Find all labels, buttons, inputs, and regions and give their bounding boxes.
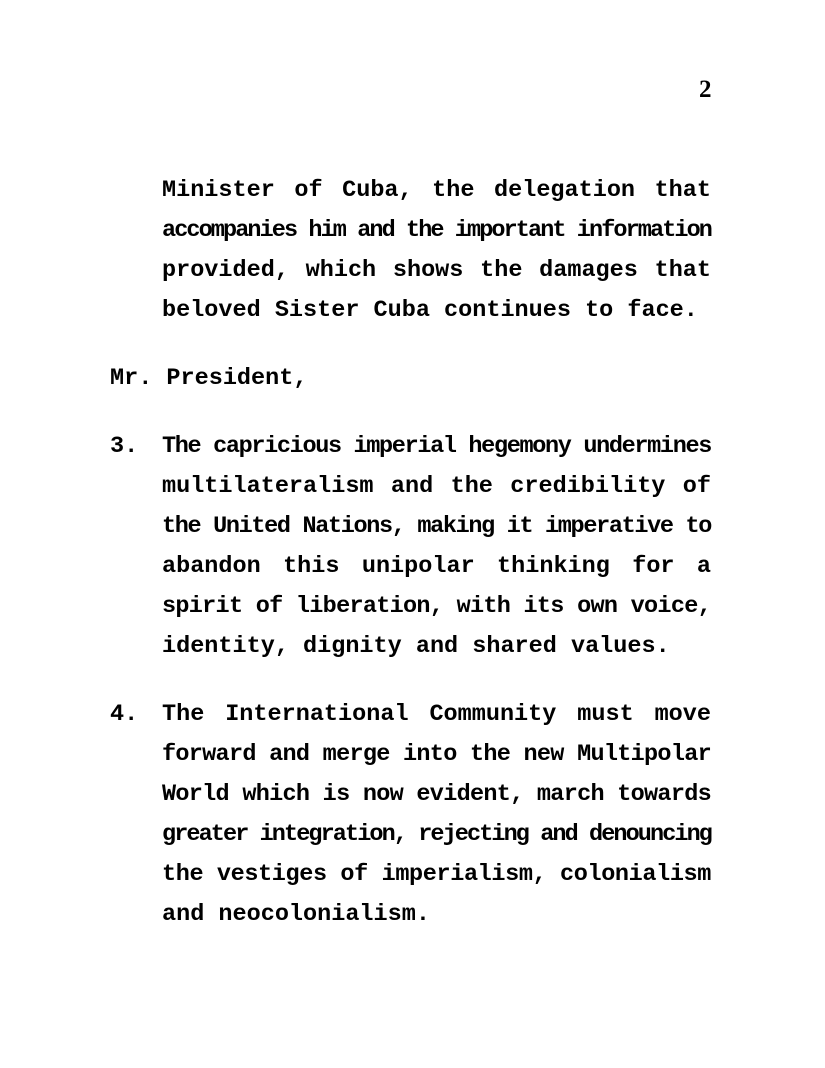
salutation — [110, 359, 711, 399]
paragraph-text — [162, 427, 711, 667]
paragraph-line: greater integration, rejecting and denouncing — [162, 821, 711, 848]
list-number: 4. — [110, 701, 139, 728]
paragraph-line: and neocolonialism. — [162, 901, 430, 928]
paragraph-text — [162, 695, 711, 935]
paragraph-line: Minister of Cuba, the delegation that — [162, 177, 711, 204]
paragraph-line: The International Community must move — [162, 701, 711, 728]
list-number: 3. — [110, 433, 139, 460]
salutation-line: Mr. President, — [110, 365, 308, 392]
paragraph-line: identity, dignity and shared values. — [162, 633, 670, 660]
paragraph-3 — [110, 427, 711, 667]
paragraph-line: The capricious imperial hegemony undermines — [162, 433, 711, 460]
paragraph-4 — [110, 695, 711, 935]
page-number: 2 — [699, 76, 712, 103]
paragraph-line: multilateralism and the credibility of — [162, 473, 711, 500]
paragraph-line: the vestiges of imperialism, colonialism — [162, 861, 711, 888]
paragraph-line: spirit of liberation, with its own voice, — [162, 593, 711, 620]
paragraph-line: World which is now evident, march towards — [162, 781, 711, 808]
document-body — [110, 171, 711, 935]
paragraph-line: abandon this unipolar thinking for a — [162, 553, 711, 580]
salutation-text — [110, 359, 711, 399]
paragraph-line: the United Nations, making it imperative to — [162, 513, 711, 540]
paragraph-line: beloved Sister Cuba continues to face. — [162, 297, 698, 324]
paragraph-line: provided, which shows the damages that — [162, 257, 711, 284]
paragraph-text — [162, 171, 711, 331]
paragraph-continuation — [110, 171, 711, 331]
paragraph-line: accompanies him and the important information — [162, 217, 711, 244]
paragraph-line: forward and merge into the new Multipolar — [162, 741, 711, 768]
